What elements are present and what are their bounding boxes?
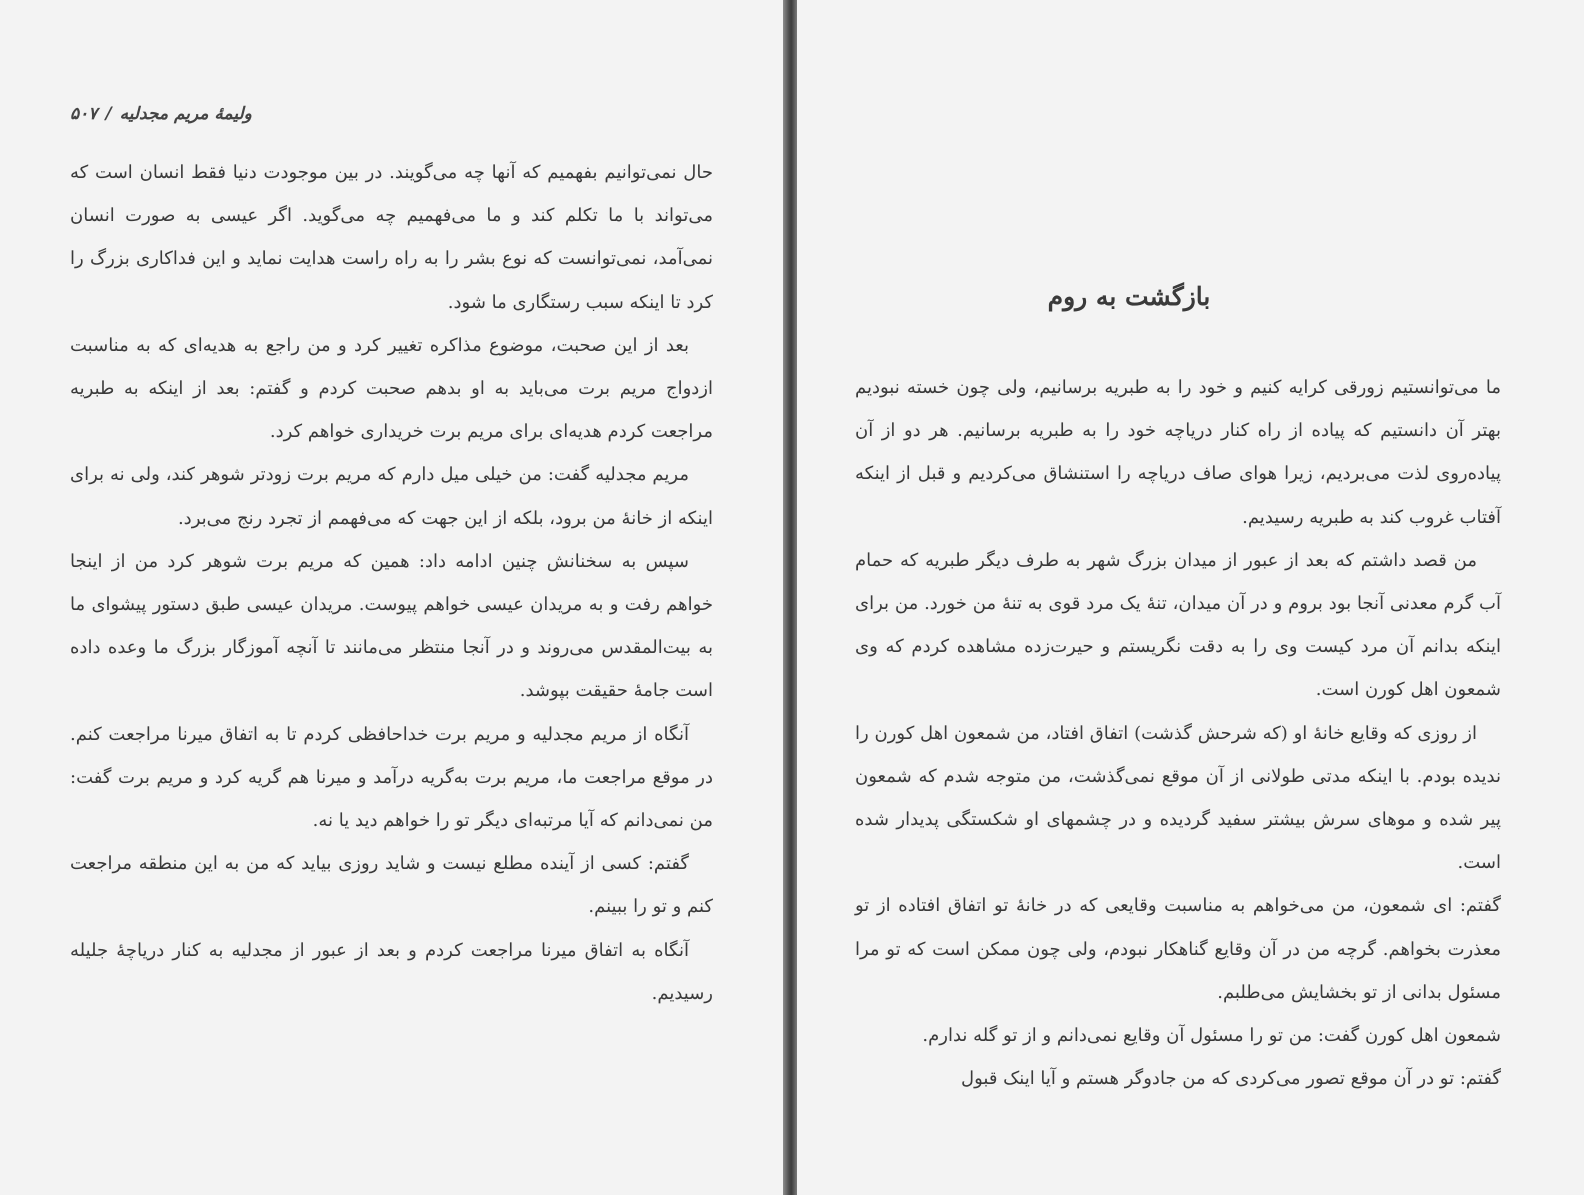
book-gutter — [783, 0, 797, 1195]
paragraph: از روزی که وقایع خانهٔ او (که شرحش گذشت) اتفاق افتاد، من شمعون اهل کورن را ندیده بودم. با اینکه مدتی طولانی از آن موقع نمی‌گذشت، من متوجه شدم که شمعون پیر شده و موهای سرش بیشتر سفید گردیده و در چشمهای او شکستگی پدیدار شده است. — [855, 722, 1501, 874]
left-body-text — [70, 151, 713, 1015]
chapter-title: بازگشت به روم — [1047, 282, 1211, 311]
paragraph: گفتم: ای شمعون، من می‌خواهم به مناسبت وقایعی که در خانهٔ تو اتفاق افتاده از تو معذرت بخواهم. گرچه من در آن وقایع گناهکار نبودم، ولی چون ممکن است که تو مرا مسئول بدانی از تو بخشایش می‌طلبم. — [855, 895, 1501, 1003]
paragraph: سپس به سخنانش چنین ادامه داد: همین که مریم برت شوهر کرد من از اینجا خواهم رفت و به مریدان عیسی خواهم پیوست. مریدان عیسی طبق دستور پیشوای ما به بیت‌المقدس می‌روند و در آنجا منتظر می‌مانند تا آنچه آموزگار بزرگ ما وعده داده است جامهٔ حقیقت بپوشد. — [70, 550, 713, 702]
paragraph: حال نمی‌توانیم بفهمیم که آنها چه می‌گویند. در بین موجودت دنیا فقط انسان است که می‌تواند با ما تکلم کند و ما می‌فهمیم چه می‌گوید. اگر عیسی به صورت انسان نمی‌آمد، نمی‌توانست که نوع بشر را به راه راست هدایت نماید و این فداکاری بزرگ را کرد تا اینکه سبب رستگاری ما شود. — [70, 162, 714, 313]
left-page — [0, 0, 783, 1195]
running-head-title: ولیمهٔ مریم مجدلیه — [119, 104, 252, 124]
paragraph: گفتم: کسی از آینده مطلع نیست و شاید روزی بیاید که من به این منطقه مراجعت کنم و تو را ببینم. — [70, 853, 713, 918]
paragraph: گفتم: تو در آن موقع تصور می‌کردی که من جادوگر هستم و آیا اینک قبول — [961, 1068, 1501, 1090]
paragraph: شمعون اهل کورن گفت: من تو را مسئول آن وقایع نمی‌دانم و از تو گله ندارم. — [922, 1025, 1501, 1047]
right-body-text — [855, 366, 1501, 1100]
paragraph: بعد از این صحبت، موضوع مذاکره تغییر کرد و من راجع به هدیه‌ای که به مناسبت ازدواج مریم برت می‌باید به او بدهم صحبت کردم و گفتم: بعد از اینکه به طبریه مراجعت کردم هدیه‌ای برای مریم برت خریداری خواهم کرد. — [70, 334, 713, 443]
running-head — [70, 104, 252, 124]
page-number: ۵۰۷ — [70, 104, 98, 124]
paragraph: من قصد داشتم که بعد از عبور از میدان بزرگ شهر به طرف دیگر طبریه که حمام آب گرم معدنی آنجا بود بروم و در آن میدان، تنهٔ یک مرد قوی به تنهٔ من خورد. من برای اینکه بدانم آن مرد کیست وی را به دقت نگریستم و حیرت‌زده مشاهده کردم که وی شمعون اهل کورن است. — [855, 549, 1501, 701]
paragraph: مریم مجدلیه گفت: من خیلی میل دارم که مریم برت زودتر شوهر کند، ولی نه برای اینکه از خانهٔ من برود، بلکه از این جهت که می‌فهمم از تجرد رنج می‌برد. — [70, 464, 713, 529]
running-head-separator: / — [105, 104, 112, 124]
paragraph: ما می‌توانستیم زورقی کرایه کنیم و خود را به طبریه برسانیم، ولی چون خسته نبودیم بهتر آن دانستیم که پیاده از راه کنار دریاچه خود را به طبریه برسانیم. هر دو از آن پیاده‌روی لذت می‌بردیم، زیرا هوای صاف دریاچه را استنشاق می‌کردیم و قبل از اینکه آفتاب غروب کند به طبریه رسیدیم. — [855, 377, 1501, 528]
paragraph: آنگاه از مریم مجدلیه و مریم برت خداحافظی کردم تا به اتفاق میرنا مراجعت کنم. در موقع مراجعت ما، مریم برت به‌گریه درآمد و میرنا هم گریه کرد و مریم برت گفت: من نمی‌دانم که آیا مرتبه‌ای دیگر تو را خواهم دید یا نه. — [70, 723, 713, 832]
paragraph: آنگاه به اتفاق میرنا مراجعت کردم و بعد از عبور از مجدلیه به کنار دریاچهٔ جلیله رسیدیم. — [70, 939, 713, 1004]
